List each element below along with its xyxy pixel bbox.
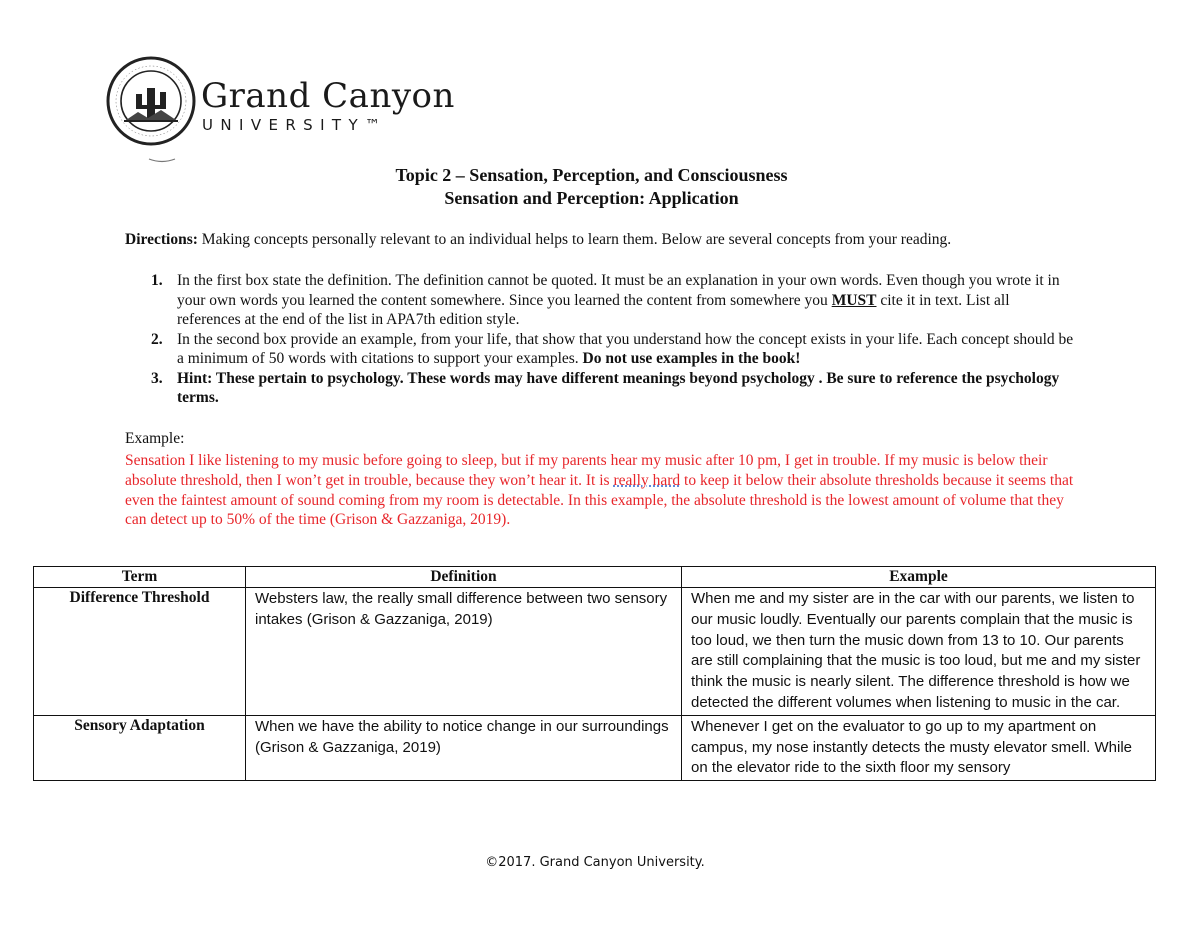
example-paragraph [125,451,1085,530]
wordmark-university: UNIVERSITY™ [202,116,388,134]
column-header-definition: Definition [246,567,682,588]
university-seal-icon [106,56,196,146]
example-label: Example: [125,430,185,447]
definition-cell: Websters law, the really small difference between two sensory intakes (Grison & Gazzaniga, 2019) [246,588,682,716]
directions-text: Making concepts personally relevant to an individual helps to learn them. Below are several concepts from your reading. [197,231,952,248]
instruction-text: In the first box state the definition. The definition cannot be quoted. It must be an explanation in your own words. Even though you wrote it in your own words you learned the content somewhere. Since you learned the content from somewhere you [177,272,1060,309]
example-cell: Whenever I get on the evaluator to go up to my apartment on campus, my nose instantly detects the musty elevator smell. While on the elevator ride to the sixth floor my sensory [682,715,1156,780]
page-subtitle: Sensation and Perception: Application [444,188,739,208]
instructions-list [125,271,1075,408]
instruction-item [125,330,1075,369]
university-logo [106,56,486,146]
example-text-continued: to keep it below their absolute thresholds because it seems that even the faintest amount of sound coming from my room is detectable. In this example, the absolute threshold is the lowest amount of volume that they can detect up to 50% of the time (Grison & Gazzaniga, 2019). [125,471,1074,529]
table-row [34,715,1156,780]
page-title: Topic 2 – Sensation, Perception, and Consciousness [395,165,788,185]
directions [125,231,951,249]
term-cell: Difference Threshold [34,588,246,716]
instruction-bold-text: Hint: These pertain to psychology. These words may have different meanings beyond psychology . Be sure to reference the psychology terms. [177,369,1060,406]
instruction-bold-text: Do not use examples in the book! [582,350,801,367]
instruction-emphasis: MUST [831,291,877,309]
column-header-example: Example [682,567,1156,588]
example-cell: When me and my sister are in the car with our parents, we listen to our music loudly. Eventually our parents complain that the music is too loud, we then turn the music down from 13 to 10. Our parents are still complaining that the music is too loud, but me and my sister think the music is nearly silent. The difference threshold is how we detected the different volumes when listening to music in the car. [682,588,1156,716]
definition-cell: When we have the ability to notice change in our surroundings (Grison & Gazzaniga, 2019) [246,715,682,780]
example-flagged-phrase: really hard [613,471,681,489]
instruction-number: 3. [151,369,163,387]
copyright-footer: ©2017. Grand Canyon University. [485,855,705,870]
column-header-term: Term [34,567,246,588]
table-row [34,588,1156,716]
concepts-table [33,566,1156,781]
wordmark-grand-canyon: Grand Canyon [201,76,455,116]
instruction-number: 2. [151,330,163,348]
scan-mark [148,157,176,163]
instruction-item [125,271,1075,330]
instruction-item [125,369,1075,408]
table-header-row [34,567,1156,588]
instruction-text-continued: cite it in text. List all references at the end of the list in APA7th edition style. [177,291,1010,328]
directions-label: Directions: [125,231,198,248]
instruction-text: In the second box provide an example, from your life, that show that you understand how the concept exists in your life. Each concept should be a minimum of 50 words with citations to support your examples. [177,330,1074,367]
term-cell: Sensory Adaptation [34,715,246,780]
instruction-number: 1. [151,272,163,289]
example-text: Sensation I like listening to my music before going to sleep, but if my parents hear my music after 10 pm, I get in trouble. If my music is below their absolute threshold, then I won’t get in trouble, because they won’t hear it. It is [125,452,1048,489]
